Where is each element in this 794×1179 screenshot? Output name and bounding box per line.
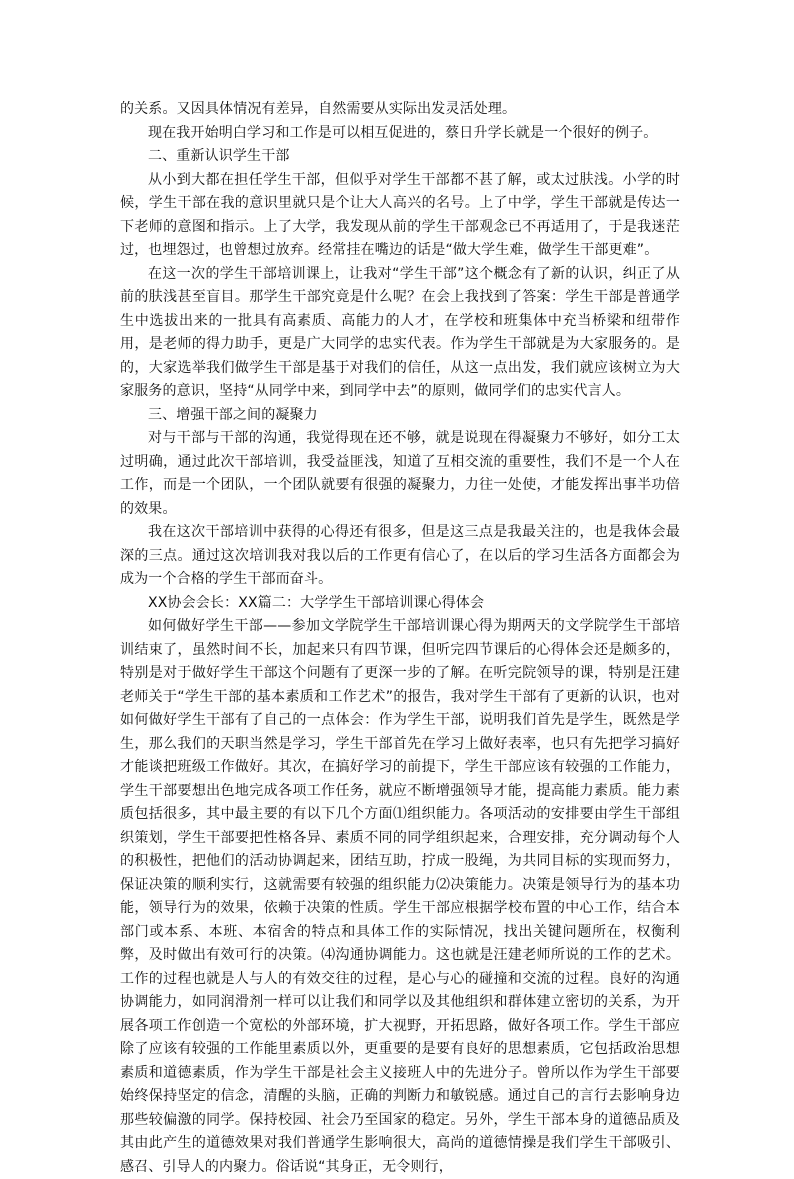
paragraph: 如何做好学生干部——参加文学院学生干部培训课心得为期两天的文学院学生干部培训结束了，虽然时间不长，加起来只有四节课，但听完四节课后的心得体会还是颇多的，特别是对于做好学生干部这个问题有了更深一步的了解。在听完院领导的课，特别是汪建老师关于“学生干部的基本素质和工作艺术”的报告，我对学生干部有了更新的认识，也对如何做好学生干部有了自己的一点体会：作为学生干部，说明我们首先是学生，既然是学生，那么我们的天职当然是学习，学生干部首先在学习上做好表率，也只有先把学习搞好才能谈把班级工作做好。其次，在搞好学习的前提下，学生干部应该有较强的工作能力，学生干部要想出色地完成各项工作任务，就应不断增强领导才能，提高能力素质。能力素质包括很多，其中最主要的有以下几个方面⑴组织能力。各项活动的安排要由学生干部组织策划，学生干部要把性格各异、素质不同的同学组织起来，合理安排，充分调动每个人的积极性，把他们的活动协调起来，团结互助，拧成一股绳，为共同目标的实现而努力，保证决策的顺利实行，这就需要有较强的组织能力⑵决策能力。决策是领导行为的基本功能，领导行为的效果，依赖于决策的性质。学生干部应根据学校布置的中心工作，结合本部门或本系、本班、本宿舍的特点和具体工作的实际情况，找出关键问题所在，权衡利弊，及时做出有效可行的决策。⑷沟通协调能力。这也就是汪建老师所说的工作的艺术。工作的过程也就是人与人的有效交往的过程，是心与心的碰撞和交流的过程。良好的沟通协调能力，如同润滑剂一样可以让我们和同学以及其他组织和群体建立密切的关系，为开展各项工作创造一个宽松的外部环境，扩大视野，开拓思路，做好各项工作。学生干部应除了应该有较强的工作能里素质以外，更重要的是要有良好的思想素质，它包括政治思想素质和道德素质，作为学生干部是社会主义接班人中的先进分子。曾所以作为学生干部要始终保持坚定的信念，清醒的头脑，正确的判断力和敏锐感。通过自己的言行去影响身边那些较偏激的同学。保持校园、社会乃至国家的稳定。另外，学生干部本身的道德品质及其由此产生的道德效果对我们普通学生影响很大，高尚的道德情操是我们学生干部吸引、感召、引导人的内聚力。俗话说“其身正，无令则行， — [120, 618, 680, 1175]
document-body — [120, 98, 680, 1179]
paragraph: 在这一次的学生干部培训课上，让我对“学生干部”这个概念有了新的认识，纠正了从前的肤浅甚至盲目。那学生干部究竟是什么呢？在会上我找到了答案：学生干部是普通学生中选拔出来的一批具有高素质、高能力的人才，在学校和班集体中充当桥梁和纽带作用，是老师的得力助手，更是广大同学的忠实代表。作为学生干部就是为大家服务的。是的，大家选举我们做学生干部是基于对我们的信任，从这一点出发，我们就应该树立为大家服务的意识，坚持“从同学中来，到同学中去”的原则，做同学们的忠实代言人。 — [120, 265, 680, 399]
section-heading: 三、增强干部之间的凝聚力 — [148, 406, 318, 423]
paragraph: 从小到大都在担任学生干部，但似乎对学生干部都不甚了解，或太过肤浅。小学的时候，学生干部在我的意识里就只是个让大人高兴的名号。上了中学，学生干部就是传达一下老师的意图和指示。上了大学，我发现从前的学生干部观念已不再适用了，于是我迷茫过，也埋怨过，也曾想过放弃。经常挂在嘴边的话是“做大学生难，做学生干部更难”。 — [120, 171, 680, 258]
section-heading: 二、重新认识学生干部 — [148, 148, 290, 164]
article-title-line: XX协会会长：XX篇二：大学学生干部培训课心得体会 — [148, 594, 485, 611]
paragraph: 的关系。又因具体情况有差异，自然需要从实际出发灵活处理。 — [120, 101, 517, 117]
paragraph: 我在这次干部培训中获得的心得还有很多，但是这三点是我最关注的，也是我体会最深的三点。通过这次培训我对我以后的工作更有信心了，在以后的学习生活各方面都会为成为一个合格的学生干部而奋斗。 — [120, 524, 680, 587]
paragraph: 现在我开始明白学习和工作是可以相互促进的，蔡日升学长就是一个很好的例子。 — [148, 124, 658, 141]
paragraph: 对与干部与干部的沟通，我觉得现在还不够，就是说现在得凝聚力不够好，如分工太过明确，通过此次干部培训，我受益匪浅，知道了互相交流的重要性，我们不是一个人在工作，而是一个团队，一个团队就要有很强的凝聚力，力往一处使，才能发挥出事半功倍的效果。 — [120, 430, 680, 517]
